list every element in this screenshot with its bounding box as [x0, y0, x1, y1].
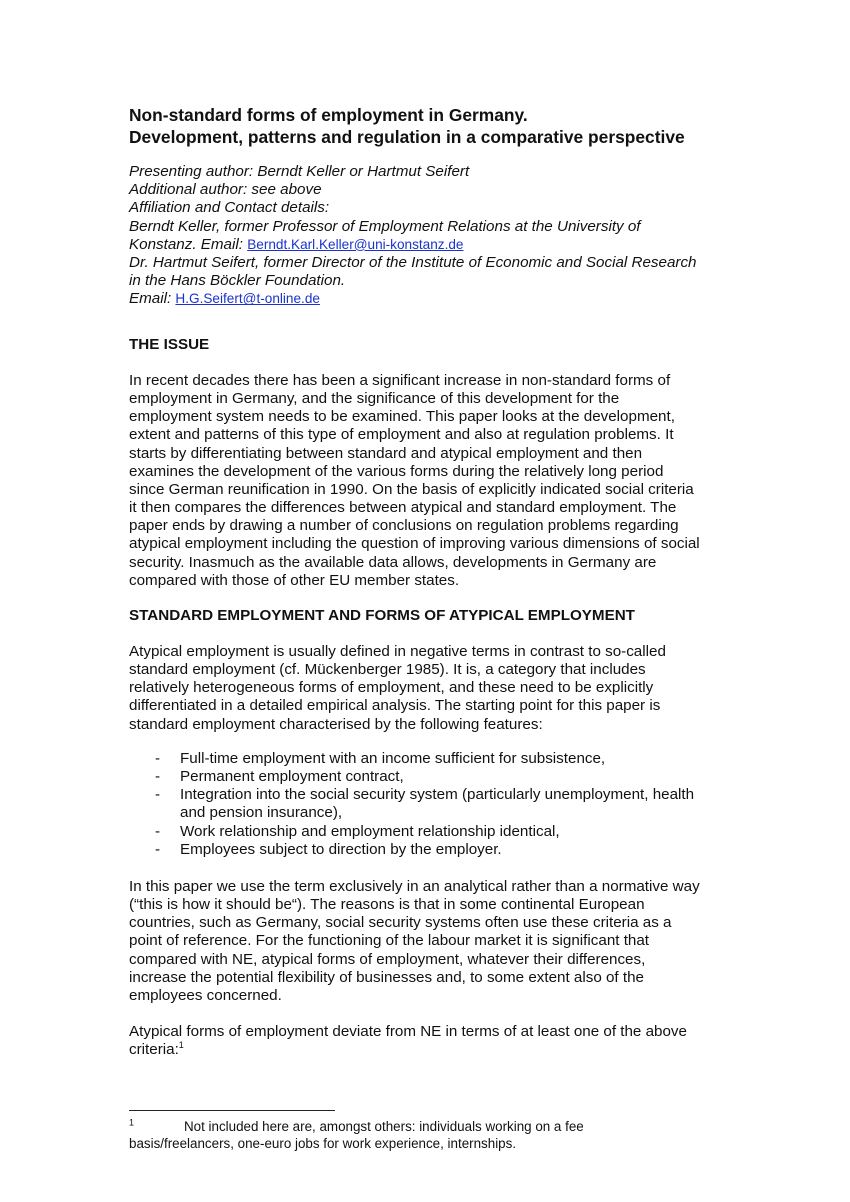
- section-heading-standard-employment: STANDARD EMPLOYMENT AND FORMS OF ATYPICAL EMPLOYMENT: [129, 607, 635, 624]
- seifert-email-line: Email: H.G.Seifert@t-online.de: [129, 290, 320, 308]
- seifert-email-link[interactable]: H.G.Seifert@t-online.de: [175, 291, 320, 307]
- section-heading-issue: THE ISSUE: [129, 336, 210, 353]
- footnote-number: 1: [129, 1117, 135, 1128]
- paper-title: [129, 104, 729, 148]
- additional-author: Additional author: see above: [129, 181, 322, 199]
- footnote: $^1$ Not included here are, amongst others: individuals working on a fee basis/freelancers, one-euro jobs for work experience, internships.: [129, 1117, 584, 1151]
- title-line-1: Non-standard forms of employment in Germany.: [129, 105, 528, 125]
- footnote-reference[interactable]: 1: [178, 1040, 184, 1051]
- seifert-affiliation: Dr. Hartmut Seifert, former Director of the Institute of Economic and Social Research: [129, 254, 697, 272]
- seifert-affiliation-cont: in the Hans Böckler Foundation.: [129, 272, 346, 290]
- list-item: - Employees subject to direction by the employer.: [155, 840, 502, 858]
- presenting-author: Presenting author: Berndt Keller or Hartmut Seifert: [129, 163, 470, 180]
- keller-email-line: Konstanz. Email: Berndt.Karl.Keller@uni-konstanz.de: [129, 235, 464, 253]
- issue-paragraph: In recent decades there has been a significant increase in non-standard forms of employment in Germany, and the significance of this development for the employment system needs to be examined. This paper looks at the development, extent and patterns of this type of employment and also at regulation problems. It starts by differentiating between standard and atypical employment and then examines the development of the various forms during the relatively long period since German reunification in 1990. On the basis of explicitly indicated social criteria it then compares the differences between atypical and standard employment. The paper ends by drawing a number of conclusions on regulation problems regarding atypical employment including the question of improving various dimensions of social security. Inasmuch as the available data allows, developments in Germany are compared with those of other EU member states.: [129, 372, 700, 589]
- affiliation-label: Affiliation and Contact details:: [129, 199, 330, 217]
- keller-email-link[interactable]: Berndt.Karl.Keller@uni-konstanz.de: [247, 236, 464, 252]
- list-item: - Integration into the social security system (particularly unemployment, health and pension insurance),: [155, 786, 695, 822]
- keller-affiliation: Berndt Keller, former Professor of Employment Relations at the University of: [129, 217, 641, 235]
- features-list: [155, 750, 755, 859]
- list-item: - Full-time employment with an income sufficient for subsistence,: [155, 750, 606, 767]
- footnote-divider: [129, 1110, 335, 1111]
- list-item: - Work relationship and employment relationship identical,: [155, 822, 560, 840]
- author-block: [129, 163, 729, 309]
- analytical-term-paragraph: In this paper we use the term exclusively in an analytical rather than a normative way (“this is how it should be“). The reasons is that in some continental European countries, such as Germany, social security systems often use these criteria as a point of reference. For the functioning of the labour market it is significant that compared with NE, atypical forms of employment, whatever their differences, increase the potential flexibility of businesses and, to some extent also of the employees concerned.: [129, 878, 700, 1004]
- list-item: - Permanent employment contract,: [155, 768, 404, 786]
- title-line-2: Development, patterns and regulation in a comparative perspective: [129, 127, 685, 147]
- standard-intro-paragraph: Atypical employment is usually defined in negative terms in contrast to so-called standard employment (cf. Mückenberger 1985). It is, a category that includes relatively heterogeneous forms of employment, and these need to be explicitly differentiated in a detailed empirical analysis. The starting point for this paper is standard employment characterised by the following features:: [129, 643, 666, 733]
- atypical-forms-paragraph: Atypical forms of employment deviate from NE in terms of at least one of the above criteria:$^1$: [129, 1023, 687, 1059]
